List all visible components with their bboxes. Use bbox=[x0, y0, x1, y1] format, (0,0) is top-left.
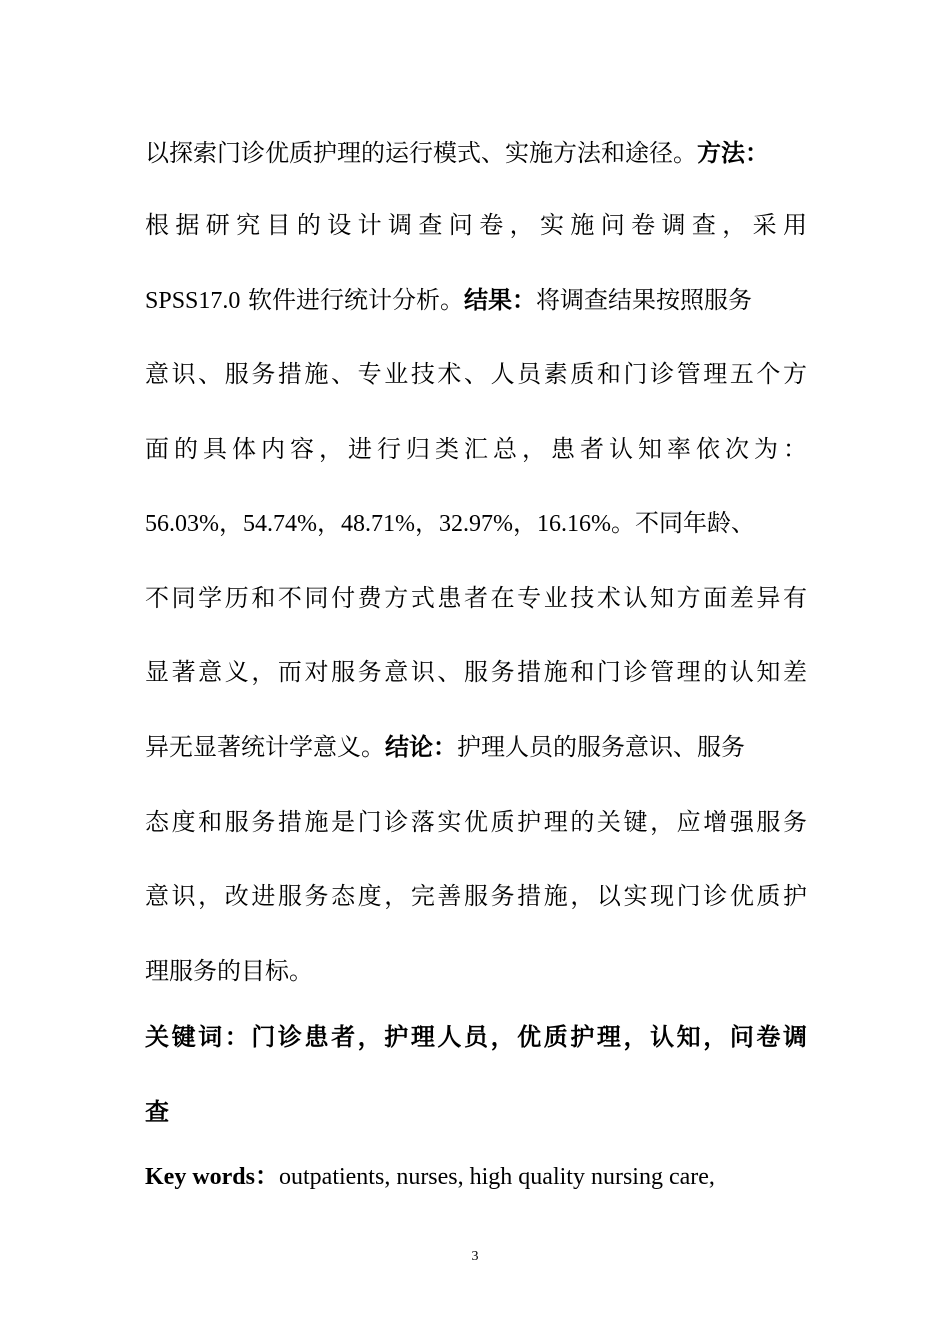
abstract-text: 护理人员的服务意识、服务 bbox=[457, 733, 745, 761]
results-label: 结果： bbox=[464, 285, 537, 314]
methods-label: 方法： bbox=[697, 138, 769, 167]
software-name: SPSS17.0 bbox=[145, 288, 241, 314]
keywords-cn-line-2: 查 bbox=[145, 1097, 169, 1126]
conclusion-label: 结论： bbox=[385, 732, 457, 761]
abstract-text: 将调查结果按照服务 bbox=[536, 286, 753, 314]
abstract-line-10: 态度和服务措施是门诊落实优质护理的关键，应增强服务 bbox=[145, 808, 807, 836]
awareness-rates: 56.03%，54.74%，48.71%，32.97%，16.16% bbox=[145, 511, 611, 537]
abstract-line-5: 面的具体内容，进行归类汇总，患者认知率依次为： bbox=[145, 435, 807, 463]
abstract-line-2: 根据研究目的设计调查问卷，实施问卷调查，采用 bbox=[145, 211, 807, 239]
page-number: 3 bbox=[471, 1249, 479, 1264]
abstract-line-3 bbox=[145, 283, 807, 317]
abstract-text: 以探索门诊优质护理的运行模式、实施方法和途径。 bbox=[145, 139, 697, 167]
abstract-line-4: 意识、服务措施、专业技术、人员素质和门诊管理五个方 bbox=[145, 360, 807, 388]
abstract-line-1 bbox=[145, 136, 807, 170]
abstract-text: 异无显著统计学意义。 bbox=[145, 733, 385, 761]
abstract-line-11: 意识，改进服务态度，完善服务措施，以实现门诊优质护 bbox=[145, 882, 807, 910]
abstract-text: 。不同年龄、 bbox=[610, 509, 755, 537]
keywords-en-text: outpatients, nurses, high quality nursing care, bbox=[279, 1164, 715, 1190]
keywords-en-label: Key words： bbox=[145, 1164, 279, 1190]
abstract-text: 软件进行统计分析。 bbox=[240, 286, 465, 314]
abstract-line-9 bbox=[145, 730, 807, 764]
abstract-line-12: 理服务的目标。 bbox=[145, 957, 313, 985]
keywords-en-line bbox=[145, 1160, 807, 1194]
abstract-line-8: 显著意义，而对服务意识、服务措施和门诊管理的认知差 bbox=[145, 658, 807, 686]
abstract-line-6 bbox=[145, 506, 807, 540]
keywords-cn-line-1: 关键词：门诊患者，护理人员，优质护理，认知，问卷调 bbox=[145, 1022, 807, 1051]
abstract-line-7: 不同学历和不同付费方式患者在专业技术认知方面差异有 bbox=[145, 584, 807, 612]
